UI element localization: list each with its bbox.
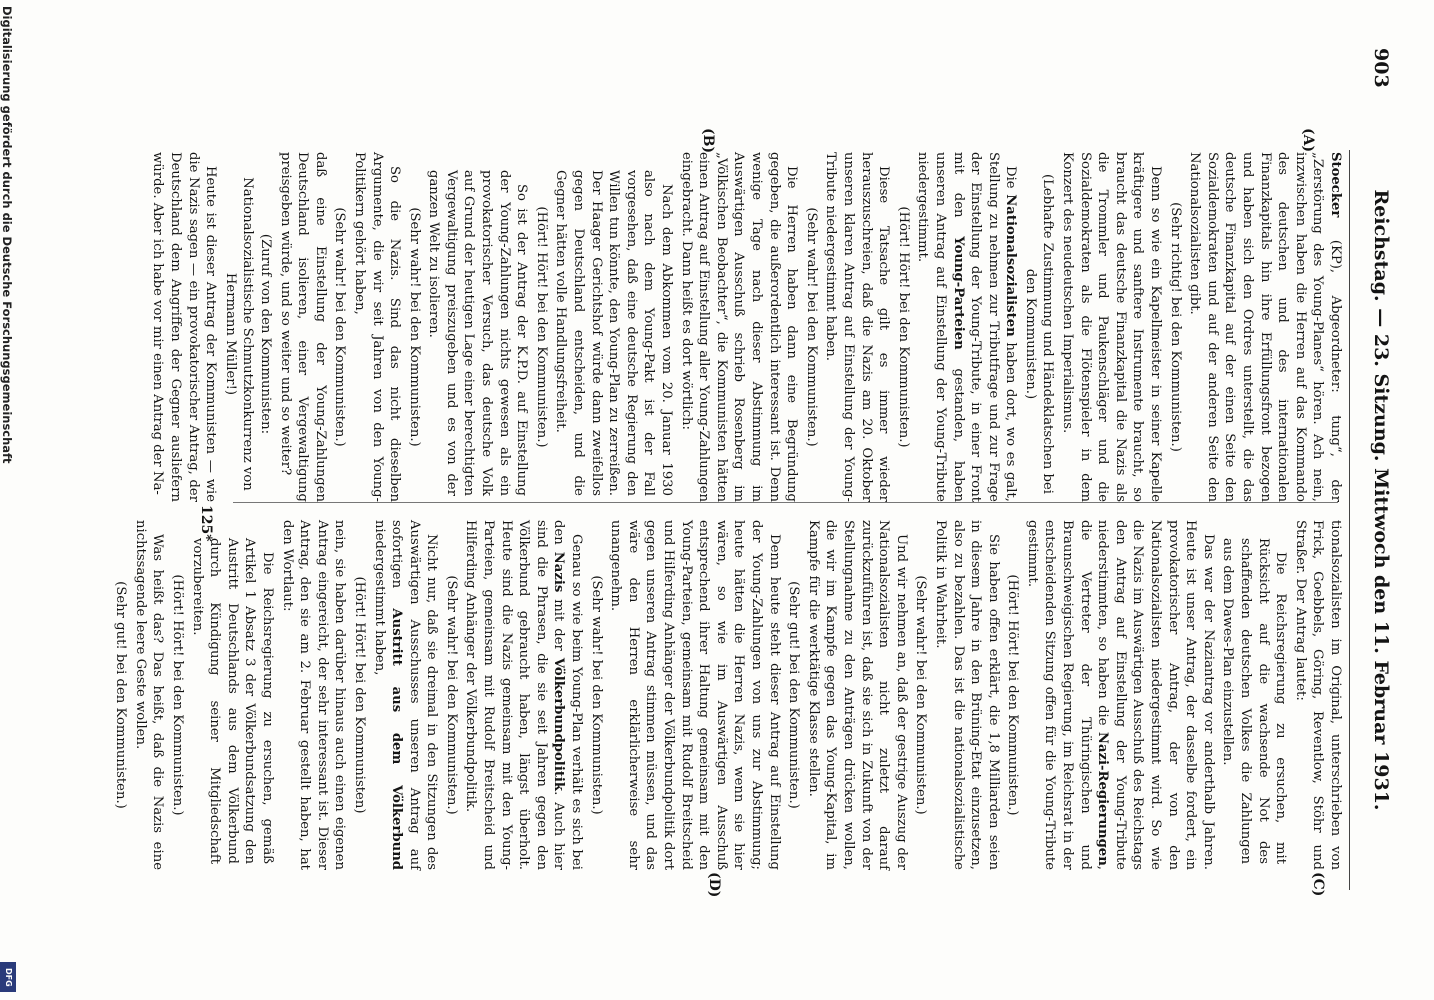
applause-note: (Sehr wahr! bei den Kommunisten.) — [443, 575, 459, 815]
applause-note: (Hört! Hört! bei den Kommunisten.) — [170, 574, 185, 816]
applause-note: (Sehr gut! bei den Kommunisten.) — [113, 581, 129, 809]
text-run: niedergestimmt haben, — [371, 520, 387, 676]
applause-note: (Sehr wahr! bei den Kommunisten.) — [406, 207, 422, 447]
paragraph — [462, 520, 585, 870]
paragraph: Und wir nehmen an, daß der gestrige Auszug der Nationalsozialisten nicht zuletzt darauf zurückzuführen ist, daß sie sich in Zukunft von der Stellungnahme zu den Anträgen drücken wollen, die wir im Kampfe gegen das Young-Kapital, im Kampfe für die werktätige Klasse stellen. — [805, 520, 909, 870]
margin-marker-d: (D) — [706, 872, 722, 898]
applause-note: (Sehr gut! bei den Kommunisten.) — [786, 581, 802, 809]
bold-term: Austritt aus dem Völkerbund — [389, 608, 405, 870]
text-run: Die — [1003, 166, 1019, 195]
text-run: haben dort, wo es galt, Stellung zu nehmen zur Tributfrage und zur Frage der Einstellung der Young-Tribute, in einer Front mit den — [950, 152, 1019, 502]
applause-note: (Hört! Hört! bei den Kommunisten.) — [1005, 574, 1021, 816]
applause-note: (Hört! Hört! bei den Kommunisten) — [351, 576, 367, 814]
digitization-credit-strip — [0, 0, 16, 1000]
text-run: . Auch hier sind die Phrasen, die sie seit Jahren gegen den Völkerbund gebraucht haben, längst überholt. Heute sind die Nazis gemeinsam mit den Young-Parteien, gemeinsam mit Rudolf Breitscheid und Hilferding Anhänger der Völkerbundpolitik. — [463, 520, 567, 870]
margin-marker-c: (C) — [1310, 872, 1326, 897]
text-run: mit der — [551, 592, 567, 658]
paragraph: Sie haben offen erklärt, die 1,8 Milliarden seien in diesem Jahre in den Brüning-Etat einzusetzen, also zu bezahlen. Das ist die nationalsozialistische Politik in Wahrheit. — [932, 520, 1001, 870]
bold-term: Nazi-Regierungen — [1095, 731, 1111, 866]
page-title: Reichstag. — 23. Sitzung. Mittwoch den 11. Februar 1931. — [1370, 189, 1392, 811]
column-divider — [233, 502, 1338, 503]
paragraph: So die Nazis. Sind das nicht dieselben Argumente, die wir seit Jahren von den Young-Politikern gehört haben, — [351, 152, 403, 502]
applause-note: (Sehr richtig! bei den Kommunisten.) — [1167, 202, 1183, 452]
footer-code: 125* — [198, 505, 214, 542]
paragraph — [1186, 152, 1344, 502]
bold-term: Völkerbundpolitik — [551, 657, 567, 792]
margin-marker-a: (A) — [1300, 128, 1316, 153]
applause-note: (Hört! Hört! bei den Kommunisten.) — [895, 206, 911, 448]
quote-block: Nach dem Abkommen vom 20. Januar 1930 also nach dem Young-Pakt ist der Fall vorgesehen, daß eine deutsche Regierung den Willen tun könnte, den Young-Plan zu zerreißen. Der Haager Gerichtshof würde dann zweifellos gegen Deutschland entscheiden, und die Gegner hätten volle Handlungsfreiheit. — [553, 170, 675, 496]
quote-block: So ist der Antrag der K.P.D. auf Einstellung der Young-Zahlungen nichts gewesen als ein provokatorischer Versuch, das deutsche Volk auf Grund der heutigen Lage einer berechtigten Vergewaltigung preiszugeben und es von der ganzen Welt zu isolieren. — [426, 170, 530, 496]
paragraph: tionalsozialisten im Original, unterschrieben von Frick, Goebbels, Göring, Reventlow, Stöhr und Straßer. Der Antrag lautet: — [1292, 520, 1343, 870]
paragraph-text: (KP), Abgeordneter: tung“, der „Zerstörung des Young-Planes“ hören. Ach nein, inzwischen haben die Herren auf das Kommando des deutschen und des internationalen Finanzkapitals hin ihre Erfüllungsfront bezogen und haben sich den Ordres unterstellt, die das deutsche Finanzkapital auf der einen Seite den Sozialdemokraten und auf der anderen Seite den Nationalsozialisten gibt. — [1187, 152, 1343, 502]
text-run: Nicht nur, daß sie dreimal in den Sitzungen des Auswärtigen Ausschusses unseren Antrag auf sofortigen — [389, 520, 440, 870]
paragraph: Denn heute steht dieser Antrag auf Einstellung der Young-Zahlungen von uns zur Abstimmung; heute hätten die Herren Nazis, wenn sie hier wären, so wie im Auswärtigen Ausschuß entsprechend ihrer Haltung gemeinsam mit den Young-Parteien, gemeinsam mit Rudolf Breitscheid und Hilferding Anhänger der Völkerbundpolitik dort gegen unseren Antrag stimmen müssen, und das wäre den Herren erklärlicherweise sehr unangenehm. — [608, 520, 782, 870]
header-rule — [1349, 150, 1350, 890]
right-column — [110, 520, 1344, 870]
margin-marker-b: (B) — [700, 128, 716, 154]
quote-block: Die Reichsregierung zu ersuchen, gemäß Artikel 1 Absatz 3 der Völkerbundsatzung den Austritt Deutschlands aus dem Völkerbund durch Kündigung seiner Mitgliedschaft vorzubereiten. — [189, 538, 275, 864]
paragraph: Die Herren haben dann eine Begründung gegeben, die außerordentlich interessant ist. Denn wenige Tage nach dieser Abstimmung im Auswärtigen Ausschuß schrieb Rosenberg im „Völkischen Beobachter“, die Kommunisten hätten einen Antrag auf Einstellung aller Young-Zahlungen eingebracht. Dann heißt es dort wörtlich: — [678, 152, 800, 502]
applause-note: (Sehr wahr! bei den Kommunisten.) — [588, 575, 604, 815]
applause-note: (Sehr wahr! bei den Kommunisten.) — [332, 207, 348, 447]
paragraph: nein, sie haben darüber hinaus auch einen eigenen Antrag eingereicht, der sehr interessant ist. Dieser Antrag, den sie am 2. Februar gestellt haben, hat den Wortlaut: — [279, 520, 348, 870]
paragraph: daß eine Einstellung der Young-Zahlungen Deutschland isolieren, einer Vergewaltigung preisgeben würde, und so weiter und so weiter? — [277, 152, 328, 502]
text-run: Das war der Naziantrag vor anderthalb Jahren. Heute ist unser Antrag, der dasselbe fordert, ein provokatorischer Antrag, der von den Nationalsozialisten niedergestimmt wird. So wie die Nazis im Auswärtigen Ausschuß des Reichstags den Antrag auf Einstellung der Young-Tribute niederstimmten, so haben die — [1095, 520, 1216, 870]
bold-term: Young-Parteien — [950, 236, 966, 350]
digitization-credit: Digitalisierung gefördert durch die Deutsche Forschungsgemeinschaft — [0, 6, 14, 464]
bold-term: Nationalsozialisten — [1003, 194, 1019, 337]
applause-note: (Hört! Hört! bei den Kommunisten.) — [533, 206, 549, 448]
paragraph: Was heißt das? Das heißt, daß die Nazis eine nichtssagende leere Geste wollen. — [132, 520, 166, 870]
paragraph — [914, 152, 1020, 502]
text-run: , die Vertreter der Thüringischen und Braunschweigischen Regierung, im Reichsrat in der entscheidenden Sitzung offen für die Young-Tribute gestimmt. — [1024, 520, 1111, 870]
page-number: 903 — [1370, 48, 1392, 88]
paragraph: Diese Tatsache gilt es immer wieder herauszuschreien, daß die Nazis am 20. Oktober unseren klaren Antrag auf Einstellung der Young-Tribute niedergestimmt haben. — [823, 152, 892, 502]
paragraph — [370, 520, 440, 870]
applause-note: (Sehr wahr! bei den Kommunisten.) — [803, 207, 819, 447]
paragraph — [1023, 520, 1217, 870]
text-run: Genau so wie beim Young-Plan verhält es sich bei den — [551, 520, 585, 870]
quote-block: Die Reichsregierung zu ersuchen, mit Rücksicht auf die wachsende Not des schaffenden deutschen Volkes die Zahlungen aus dem Dawes-Plan einzustellen. — [1220, 538, 1289, 864]
applause-note: (Sehr wahr! bei den Kommunisten.) — [913, 575, 929, 815]
paragraph: Heute ist dieser Antrag der Kommunisten — wie die Nazis sagen — ein provokatorischer Antrag, der Deutschland dem Angriffen der Gegner ausliefern würde. Aber ich habe vor mir einen Antrag der Na- — [150, 152, 219, 502]
bold-term: Nazis — [551, 551, 567, 593]
text-run: gestanden, haben unseren Antrag auf Einstellung der Young-Tribute niedergestimmt. — [915, 152, 966, 502]
left-column — [147, 152, 1344, 502]
paragraph: Denn so wie ein Kapellmeister in seiner Kapelle kräftigere und sanftere Instrumente braucht, so braucht das deutsche Finanzkapital die Nazis als die Trommler und Paukenschläger und die Sozialdemokraten als die Flötenspieler in dem Konzert des neudeutschen Imperialismus. — [1060, 152, 1164, 502]
page-header — [1358, 0, 1392, 1000]
interjection-note: (Zuruf von den Kommunisten: Nationalsozialistische Schmutzkonkurrenz von Hermann Müller!) — [222, 177, 273, 491]
speaker-name: Stoecker — [1328, 152, 1343, 218]
applause-note: (Lebhafte Zustimmung und Händeklatschen bei den Kommunisten.) — [1022, 174, 1056, 494]
dfg-logo: DFG — [0, 962, 16, 992]
